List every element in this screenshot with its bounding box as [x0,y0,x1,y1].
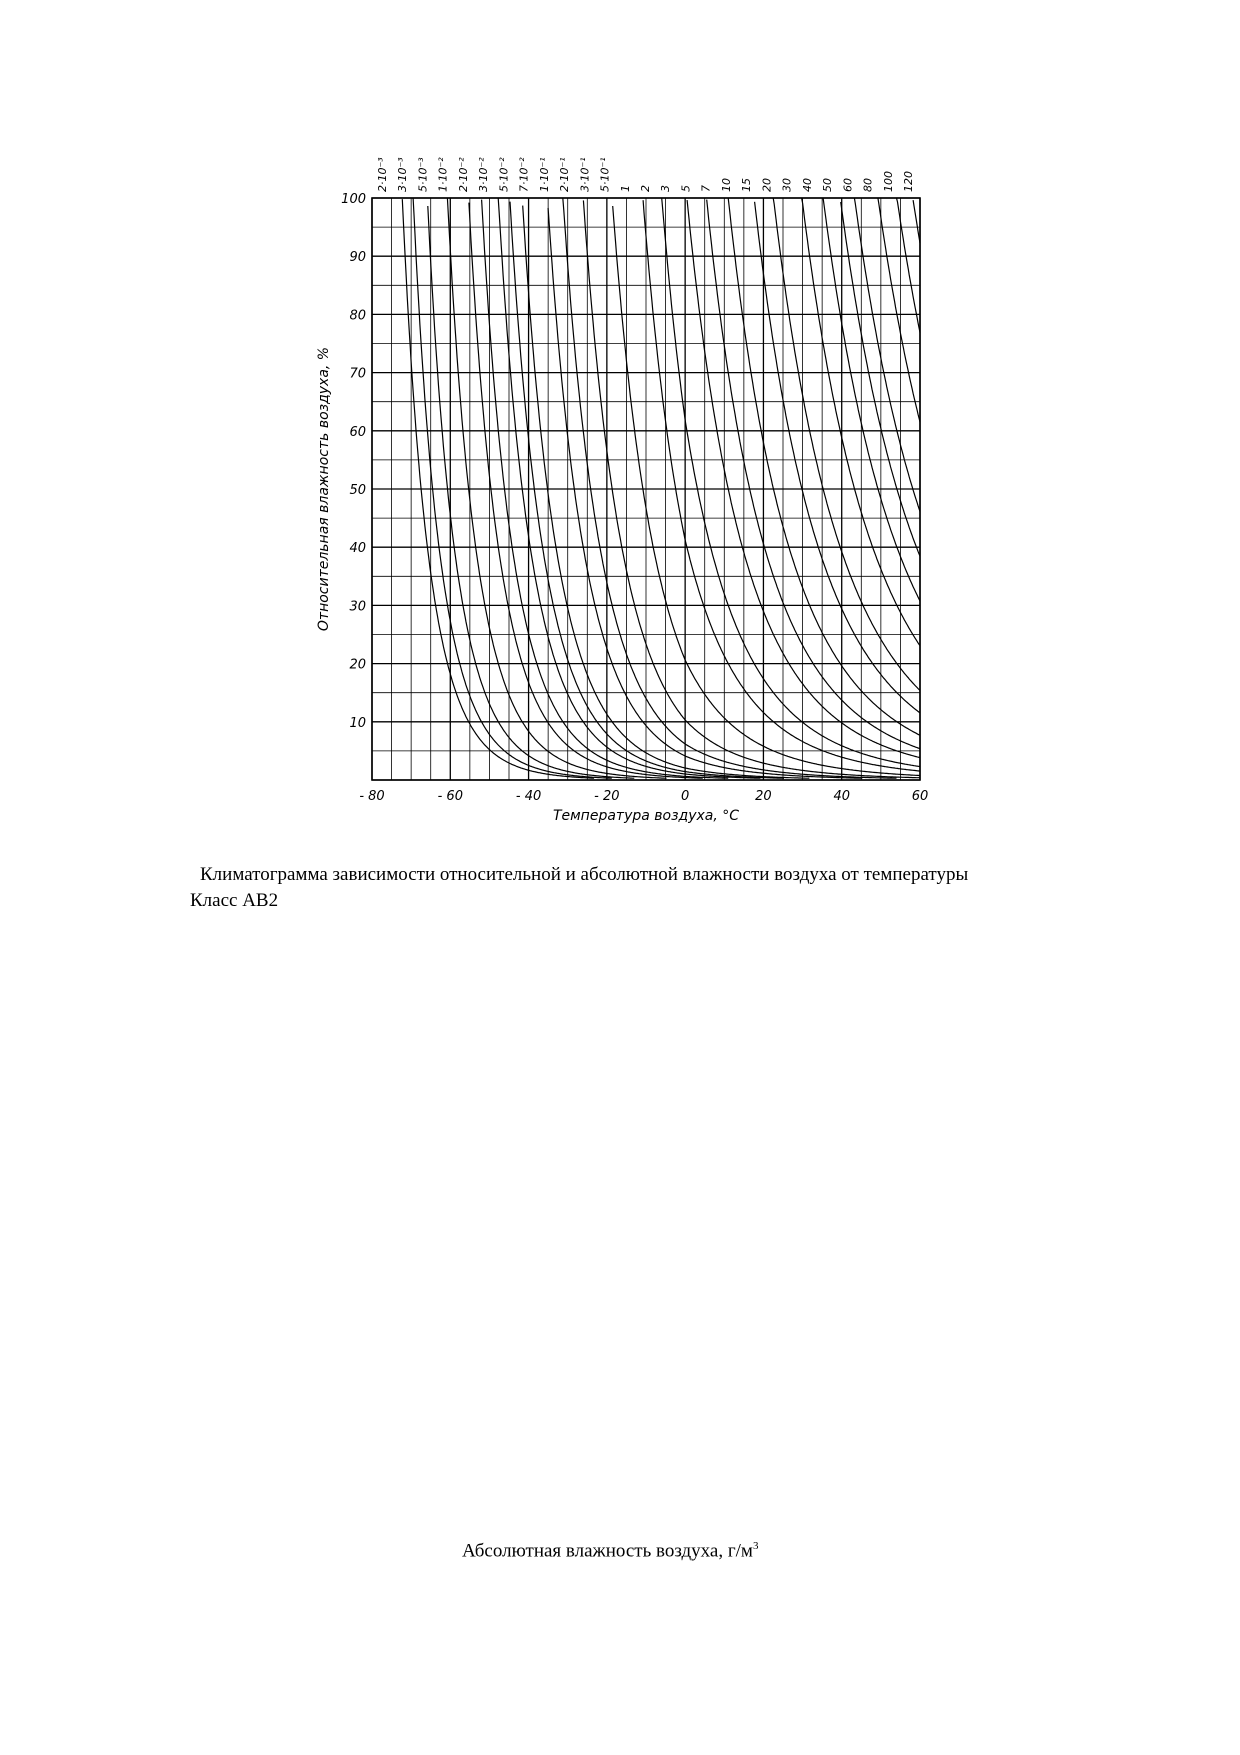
curve-label: 5·10⁻³ [416,157,430,192]
curve-label: 3 [659,185,673,192]
y-tick-label: 30 [349,599,366,615]
x-axis-title: Температура воздуха, °С [552,808,740,824]
curve-label: 20 [760,178,774,192]
curve-label: 1·10⁻¹ [537,157,551,192]
curve-label: 3·10⁻² [477,157,491,192]
humidity-curve-23 [854,198,920,512]
curve-label: 100 [881,171,895,192]
y-axis-title: Относительная влажность воздуха, % [316,346,332,632]
y-tick-label: 10 [349,715,366,731]
y-tick-label: 70 [349,366,366,382]
y-tick-label: 50 [349,483,366,498]
humidity-curve-18 [755,202,920,713]
curve-label: 7·10⁻² [517,157,531,192]
y-tick-label: 60 [349,424,366,440]
curve-label: 80 [861,178,875,192]
y-tick-label: 40 [349,541,366,557]
climatogram-chart [300,150,940,830]
curve-label: 7 [699,185,713,192]
curve-label: 5·10⁻¹ [598,157,612,192]
class-label: Класс АВ2 [190,890,279,911]
humidity-curve-15 [687,200,920,758]
humidity-curve-19 [773,198,920,691]
humidity-curve-26 [913,200,920,243]
absolute-humidity-label [462,1540,758,1562]
curve-label: 30 [780,178,794,192]
y-tick-label: 100 [341,192,366,207]
curve-label: 1 [618,185,632,192]
y-tick-label: 20 [349,657,366,673]
chart-grid [372,198,920,780]
curve-label: 15 [740,178,754,192]
x-tick-label: 40 [833,789,850,804]
curve-label: 10 [719,178,733,192]
x-tick-label: - 20 [594,789,620,804]
x-tick-label: - 40 [515,789,542,804]
curve-label: 50 [821,178,835,192]
y-tick-labels [341,192,366,731]
curve-label: 2·10⁻¹ [558,157,572,192]
curve-label: 60 [841,178,855,192]
x-tick-label: - 60 [437,789,463,804]
curve-label: 5·10⁻² [497,157,511,192]
y-tick-label: 90 [349,250,366,266]
humidity-curve-24 [878,198,920,422]
curve-label: 40 [800,177,814,192]
x-tick-labels [359,789,928,804]
curve-label: 1·10⁻² [436,157,450,192]
curve-label: 5 [679,185,693,192]
y-tick-label: 80 [349,308,366,324]
curve-label: 3·10⁻³ [396,157,410,192]
curve-labels [376,157,915,192]
curve-label: 2·10⁻³ [376,157,389,192]
curve-label: 2 [639,185,652,192]
x-tick-label: - 80 [359,789,385,804]
humidity-curve-17 [728,198,920,735]
humidity-curve-7 [510,202,784,779]
curve-label: 120 [902,171,915,192]
unit-superscript: 3 [752,1540,759,1552]
chart-caption: Климатограмма зависимости относительной и абсолютной влажности воздуха от температуры [200,864,969,885]
x-tick-label: 20 [755,789,772,804]
curve-label: 3·10⁻¹ [578,157,592,192]
absolute-humidity-text: Абсолютная влажность воздуха, г/м [462,1540,753,1562]
x-tick-label: 0 [681,789,690,804]
humidity-curve-22 [841,202,920,556]
curve-label: 2·10⁻² [456,157,470,192]
x-tick-label: 60 [911,789,929,804]
